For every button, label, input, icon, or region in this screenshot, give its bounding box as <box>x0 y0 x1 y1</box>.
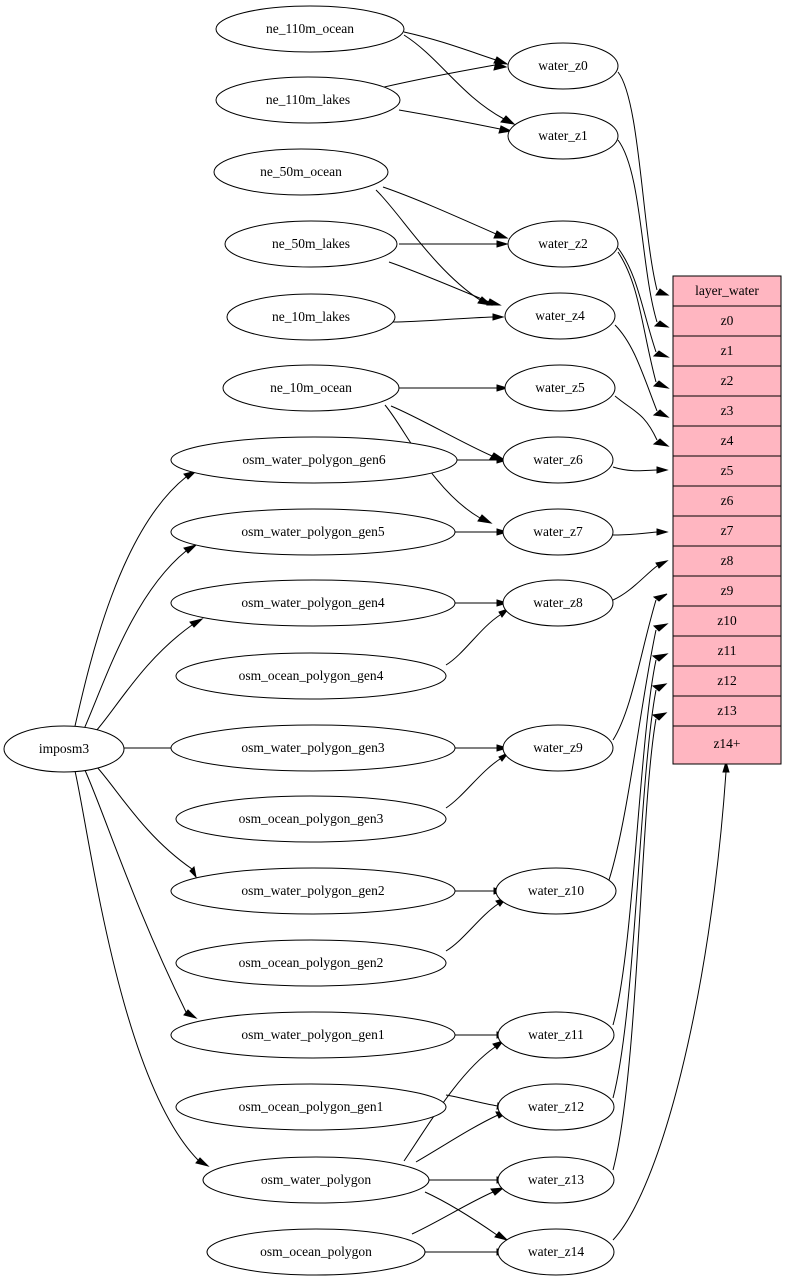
node-osm-water-polygon-gen6[interactable] <box>171 437 457 483</box>
edge <box>424 1249 507 1255</box>
edge <box>412 1188 503 1234</box>
node-label: water_z13 <box>527 1172 585 1188</box>
edge <box>399 385 507 391</box>
table-row-label: z7 <box>720 523 734 539</box>
edge <box>455 745 507 751</box>
node-label: ne_50m_ocean <box>260 164 342 180</box>
edge <box>404 32 507 64</box>
layer-water-table <box>673 276 781 764</box>
table-row-label: z5 <box>720 463 734 479</box>
edge <box>618 72 668 295</box>
node-water-z11[interactable] <box>498 1012 614 1058</box>
edge <box>455 600 507 606</box>
node-label: water_z6 <box>533 452 583 468</box>
node-label: osm_ocean_polygon <box>260 1244 372 1260</box>
node-ne-10m-ocean[interactable] <box>223 365 399 411</box>
node-osm-water-polygon-gen5[interactable] <box>171 509 455 555</box>
edge <box>618 140 668 327</box>
edge <box>615 325 668 417</box>
edge <box>446 898 506 951</box>
node-imposm3[interactable] <box>4 726 124 772</box>
node-osm-ocean-polygon-gen4[interactable] <box>176 653 446 699</box>
edge <box>457 457 507 463</box>
node-label: ne_50m_lakes <box>272 236 350 252</box>
node-label: osm_water_polygon_gen2 <box>241 883 385 899</box>
edge <box>609 624 667 880</box>
table-row-label: z10 <box>717 613 737 629</box>
table-header-label: layer_water <box>695 283 759 299</box>
node-label: water_z5 <box>535 380 585 396</box>
node-osm-water-polygon-gen2[interactable] <box>171 868 455 914</box>
edge <box>416 1112 508 1162</box>
edge <box>613 529 667 535</box>
node-label: osm_water_polygon_gen3 <box>241 740 385 756</box>
node-label: water_z14 <box>527 1244 585 1260</box>
node-water-z12[interactable] <box>498 1084 614 1130</box>
table-row-label: z6 <box>720 493 734 509</box>
edge <box>393 314 503 322</box>
node-osm-water-polygon-gen3[interactable] <box>171 725 455 771</box>
node-label: water_z2 <box>538 236 588 252</box>
table-row-label: z8 <box>720 553 734 569</box>
edge <box>455 529 507 535</box>
node-label: water_z12 <box>527 1099 585 1115</box>
node-ne-50m-ocean[interactable] <box>214 149 388 195</box>
node-label: osm_ocean_polygon_gen1 <box>238 1099 384 1115</box>
node-osm-ocean-polygon-gen2[interactable] <box>176 940 446 986</box>
node-water-z8[interactable] <box>503 580 613 626</box>
edge <box>446 753 508 808</box>
node-label: imposm3 <box>38 741 90 757</box>
node-water-z6[interactable] <box>503 437 613 483</box>
node-label: water_z4 <box>535 308 585 324</box>
node-label: osm_water_polygon_gen1 <box>241 1027 385 1043</box>
node-water-z9[interactable] <box>503 725 613 771</box>
edge <box>84 545 196 729</box>
table-row-label: z3 <box>720 403 734 419</box>
edge <box>613 762 729 1240</box>
node-label: water_z9 <box>533 740 583 756</box>
node-label: osm_water_polygon_gen4 <box>241 595 385 611</box>
node-ne-110m-ocean[interactable] <box>216 6 404 52</box>
edge <box>425 1192 507 1240</box>
node-water-z0[interactable] <box>508 43 618 89</box>
edge <box>613 654 667 1025</box>
table-row-label: z2 <box>720 373 734 389</box>
table-row-label: z12 <box>717 673 737 689</box>
node-water-z4[interactable] <box>505 293 615 339</box>
node-water-z1[interactable] <box>508 113 618 159</box>
table-row-label: z9 <box>720 583 734 599</box>
table-row-label: z0 <box>720 313 734 329</box>
node-water-z2[interactable] <box>508 221 618 267</box>
node-osm-water-polygon-gen4[interactable] <box>171 580 455 626</box>
node-water-z14[interactable] <box>498 1229 614 1275</box>
table-row-label: z4 <box>720 433 734 449</box>
table-row-label: z11 <box>717 643 737 659</box>
edge <box>613 467 667 473</box>
table-row-label: z13 <box>717 703 737 719</box>
edge <box>613 561 667 600</box>
node-osm-ocean-polygon[interactable] <box>207 1229 425 1275</box>
edge <box>613 713 666 1170</box>
node-label: osm_water_polygon <box>260 1172 372 1188</box>
node-water-z7[interactable] <box>503 509 613 555</box>
node-ne-10m-lakes[interactable] <box>227 294 395 340</box>
table-row-label: z14+ <box>713 736 741 752</box>
edge-group <box>75 32 729 1255</box>
edge <box>428 1177 507 1183</box>
node-water-z5[interactable] <box>505 365 615 411</box>
edge <box>615 396 668 446</box>
node-ne-50m-lakes[interactable] <box>225 221 397 267</box>
edge <box>383 187 507 238</box>
node-label: ne_110m_lakes <box>265 92 351 108</box>
node-osm-water-polygon[interactable] <box>203 1157 429 1203</box>
node-water-z10[interactable] <box>496 868 616 914</box>
node-label: water_z0 <box>538 58 588 74</box>
node-label: osm_water_polygon_gen6 <box>242 452 386 468</box>
node-label: ne_10m_lakes <box>272 309 350 325</box>
node-label: osm_water_polygon_gen5 <box>241 524 385 540</box>
node-osm-ocean-polygon-gen1[interactable] <box>176 1084 446 1130</box>
node-label: osm_ocean_polygon_gen2 <box>238 955 384 971</box>
node-label: water_z11 <box>528 1027 584 1043</box>
node-label: osm_ocean_polygon_gen4 <box>238 668 384 684</box>
node-water-z13[interactable] <box>498 1157 614 1203</box>
node-label: ne_10m_ocean <box>270 380 352 396</box>
node-label: water_z8 <box>533 595 583 611</box>
edge <box>446 609 508 665</box>
edge <box>380 62 506 88</box>
node-osm-ocean-polygon-gen3[interactable] <box>176 796 446 842</box>
edge <box>618 252 668 388</box>
node-label: water_z10 <box>527 883 585 899</box>
node-osm-water-polygon-gen1[interactable] <box>171 1012 455 1058</box>
node-label: ne_110m_ocean <box>266 21 354 37</box>
edge <box>399 241 507 247</box>
node-label: water_z7 <box>533 524 583 540</box>
node-ne-110m-lakes[interactable] <box>216 77 400 123</box>
table-row-label: z1 <box>720 343 734 359</box>
node-label: osm_ocean_polygon_gen3 <box>238 811 384 827</box>
node-label: water_z1 <box>538 128 588 144</box>
edge <box>613 684 666 1098</box>
